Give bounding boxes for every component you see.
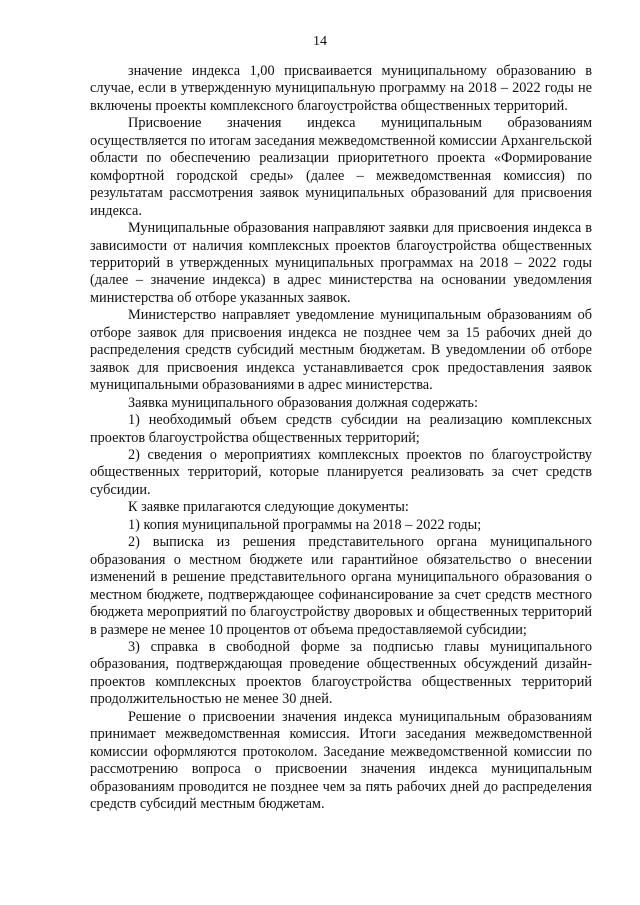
page-number: 14 (313, 34, 327, 49)
paragraph: Заявка муниципального образования должная содержать: (128, 394, 478, 411)
paragraph: Министерство направляет уведомление муниципальным образованиям об отборе заявок для присвоения индекса не позднее чем за 15 рабочих дней до распределения средств субсидий местным бюджетам. В уведомлении об отборе заявок для присвоения индекса устанавливается срок предоставления заявок муниципальными образованиями в адрес министерства. (90, 307, 592, 394)
list-item: 1) копия муниципальной программы на 2018 – 2022 годы; (128, 516, 482, 533)
list-item: 2) выписка из решения представительного органа муниципального образования о местном бюджете или гарантийное обязательство о внесении изменений в решение представительного органа муниципального образования о местном бюджете, подтверждающее софинансирование за счет средств местного бюджета мероприятий по благоустройству дворовых и общественных территорий в размере не менее 10 процентов от объема предоставляемой субсидии; (90, 534, 592, 638)
document-body (90, 63, 592, 813)
paragraph: значение индекса 1,00 присваивается муниципальному образованию в случае, если в утвержденную муниципальную программу на 2018 – 2022 годы не включены проекты комплексного благоустройства общественных территорий. (90, 63, 592, 114)
list-item: 2) сведения о мероприятиях комплексных проектов по благоустройству общественных территорий, которые планируется реализовать за счет средств субсидии. (90, 446, 592, 498)
paragraph: К заявке прилагаются следующие документы: (128, 499, 409, 516)
paragraph: Решение о присвоении значения индекса муниципальным образованиям принимает межведомственная комиссия. Итоги заседания межведомственной комиссии оформляются протоколом. Заседание межведомственной комиссии по рассмотрению вопроса о присвоении значения индекса муниципальным образованиям проводится не позднее чем за пять рабочих дней до распределения средств субсидий местным бюджетам. (90, 708, 592, 813)
list-item: 3) справка в свободной форме за подписью главы муниципального образования, подтверждающая проведение общественных обсуждений дизайн-проектов комплексных проектов благоустройства общественных территорий продолжительностью не менее 30 дней. (90, 638, 592, 708)
list-item: 1) необходимый объем средств субсидии на реализацию комплексных проектов благоустройства общественных территорий; (90, 412, 592, 446)
paragraph: Присвоение значения индекса муниципальным образованиям осуществляется по итогам заседания межведомственной комиссии Архангельской области по обеспечению реализации приоритетного проекта «Формирование комфортной городской среды» (далее – межведомственная комиссия) по результатам рассмотрения заявок муниципальных образований для присвоения индекса. (90, 115, 592, 219)
paragraph: Муниципальные образования направляют заявки для присвоения индекса в зависимости от наличия комплексных проектов благоустройства общественных территорий в утвержденных муниципальных программах на 2018 – 2022 годы (далее – значение индекса) в адрес министерства на основании уведомления министерства об отборе указанных заявок. (90, 220, 592, 306)
